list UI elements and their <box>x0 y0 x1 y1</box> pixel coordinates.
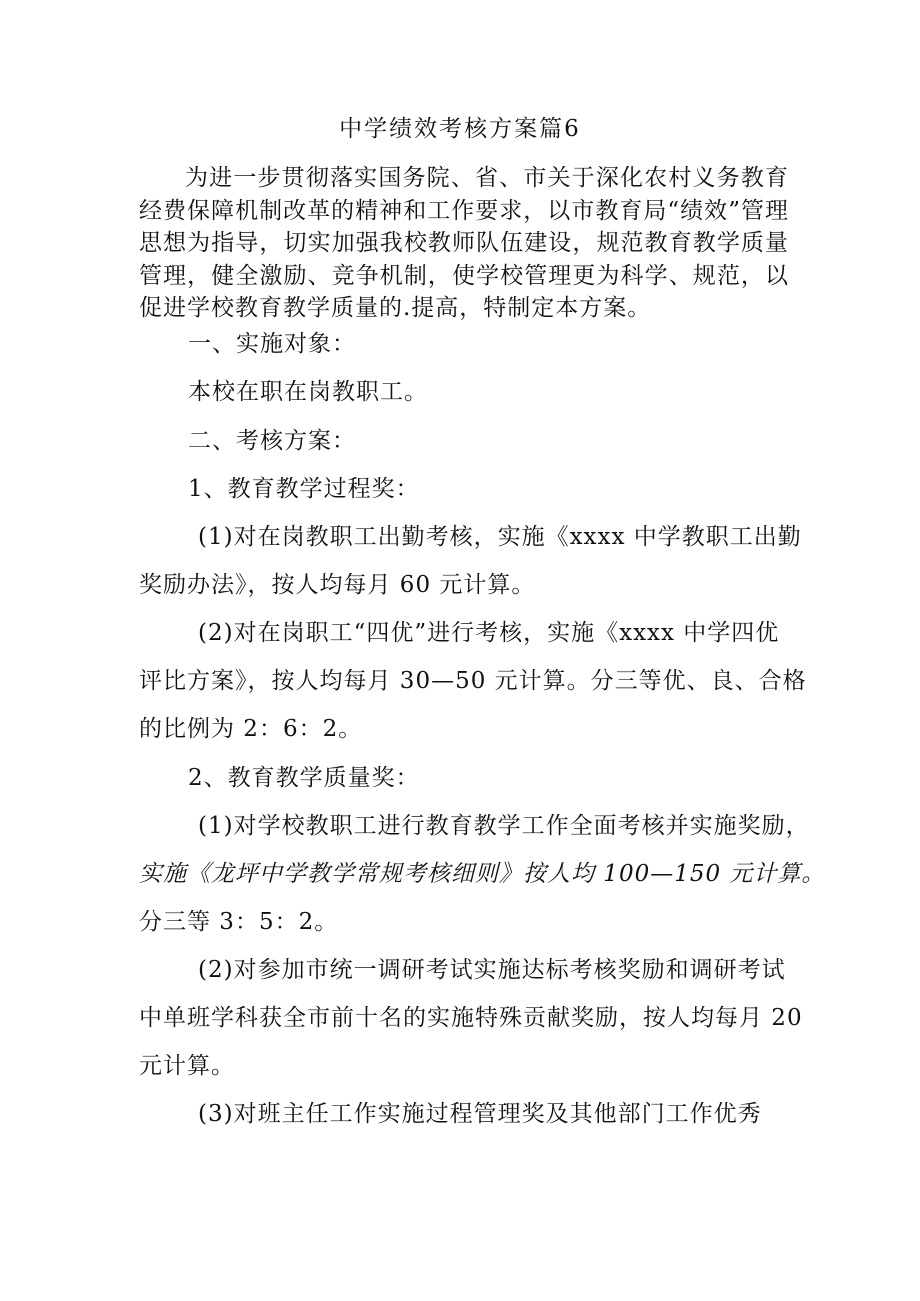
item-2-3-line-1: (3)对班主任工作实施过程管理奖及其他部门工作优秀 <box>198 1101 762 1127</box>
item-1-2-line-2: 评比方案》，按人均每月 30—50 元计算。分三等优、良、合格 <box>139 668 807 694</box>
document-title: 中学绩效考核方案篇6 <box>339 116 581 142</box>
item-2-1-line-1: (1)对学校教职工进行教育教学工作全面考核并实施奖励， <box>198 813 810 839</box>
item-1-2-line-1: (2)对在岗职工“四优”进行考核，实施《xxxx 中学四优 <box>198 620 780 646</box>
item-2-1-line-2: 实施《龙坪中学教学常规考核细则》按人均 100—150 元计算。 <box>139 861 826 887</box>
section-2-heading: 二、考核方案： <box>188 428 356 454</box>
item-1-1-line-1: (1)对在岗教职工出勤考核，实施《xxxx 中学教职工出勤 <box>198 524 802 550</box>
item-2-2-line-1: (2)对参加市统一调研考试实施达标考核奖励和调研考试 <box>198 957 786 983</box>
section-1-heading: 一、实施对象： <box>188 331 356 357</box>
item-1-heading: 1、教育教学过程奖： <box>188 476 420 502</box>
item-2-heading: 2、教育教学质量奖： <box>188 765 420 791</box>
item-2-1-line-3: 分三等 3：5：2。 <box>139 909 339 935</box>
item-1-2-line-3: 的比例为 2：6：2。 <box>139 716 363 742</box>
item-2-2-line-3: 元计算。 <box>139 1053 235 1079</box>
item-1-1-line-2: 奖励办法》，按人均每月 60 元计算。 <box>139 572 536 598</box>
section-1-body: 本校在职在岗教职工。 <box>188 379 428 405</box>
item-2-2-line-2: 中单班学科获全市前十名的实施特殊贡献奖励，按人均每月 20 <box>139 1005 803 1031</box>
intro-paragraph: 为进一步贯彻落实国务院、省、市关于深化农村义务教育经费保障机制改革的精神和工作要求，以市教育局“绩效”管理思想为指导，切实加强我校教师队伍建设，规范教育教学质量管理，健全激励、竞争机制，使学校管理更为科学、规范，以促进学校教育教学质量的.提高，特制定本方案。 <box>139 165 789 321</box>
